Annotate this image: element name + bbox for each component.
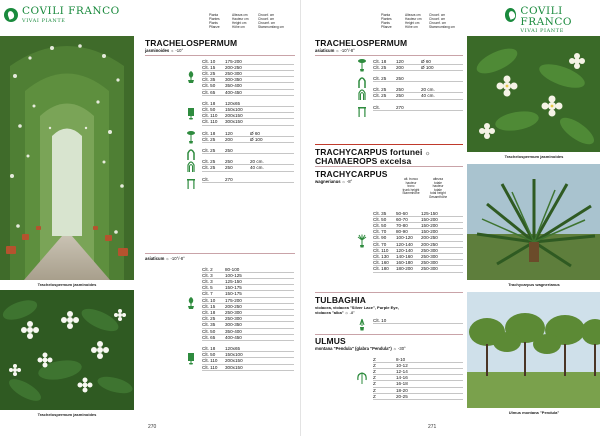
jasmine-closeup-photo: [467, 36, 600, 152]
table-cell: Clt. 35: [202, 77, 216, 83]
hardiness-icon: ☼: [170, 48, 175, 53]
header-legend: Pianta Plantes Plants Pflanze: [209, 13, 220, 29]
table-cell: Clt. 25: [202, 159, 216, 165]
pot-plant-icon: [186, 70, 196, 89]
column-head-trunk: alt. tronco hauteur tronc trunk height Stammhöhe: [402, 177, 420, 196]
table-cell: Z: [373, 381, 376, 387]
table-cell: 300-350: [225, 322, 242, 328]
table-cell: 175-200: [225, 297, 242, 303]
table-cell: Clt. 110: [373, 247, 389, 253]
row-divider: [202, 340, 294, 341]
row-divider: [202, 142, 294, 143]
table-cell: 100-125: [225, 272, 242, 278]
table-cell: Clt. 70: [373, 229, 387, 235]
table-cell: 250: [225, 147, 233, 153]
row-divider: [373, 99, 463, 100]
table-cell: 180-200: [396, 266, 413, 272]
photo-caption-middle: Trachycarpus wagnerianus: [508, 282, 560, 287]
section-title-trachycarpus-fortunei: TRACHYCARPUS fortunei ☼: [315, 147, 431, 157]
table-cell: 150-175: [225, 291, 242, 297]
table-cell: 200x150: [225, 358, 243, 364]
section-rule: [315, 55, 463, 56]
table-cell: 18-20: [396, 387, 408, 393]
table-cell: 150-200: [421, 229, 438, 235]
table-cell: Clt. 25: [373, 93, 387, 99]
table-cell: Z: [373, 356, 376, 362]
table-cell: Clt. 3: [202, 272, 213, 278]
table-cell: Clt. 50: [373, 222, 387, 228]
table-cell: 125-150: [421, 210, 438, 216]
table-cell: 150x100: [225, 106, 243, 112]
table-cell: Clt. 2: [202, 266, 213, 272]
page-number: 271: [428, 424, 437, 430]
hardiness-icon: ☼: [165, 256, 170, 261]
table-cell: 14-16: [396, 375, 408, 381]
column-head-total: altezza totale hauteur totale total height Gesamthöhe: [428, 177, 448, 199]
section-rule: [315, 334, 463, 335]
brand-name: COVILI FRANCO: [22, 5, 120, 17]
table-cell: Clt. 160: [373, 260, 389, 266]
hardiness-icon: ☼: [344, 310, 349, 315]
table-cell: Ø 60: [421, 58, 431, 64]
section-title-tulbaghia: TULBAGHIA: [315, 295, 366, 305]
table-cell: 250-300: [421, 266, 438, 272]
table-cell: 20 cm.: [250, 159, 264, 165]
table-cell: 60-70: [396, 216, 408, 222]
table-cell: 300x150: [225, 119, 243, 125]
brand-tagline: VIVAI PIANTE: [520, 28, 564, 34]
table-cell: Clt. 10: [202, 297, 216, 303]
palm-icon: [357, 234, 367, 253]
row-divider: [373, 323, 463, 324]
table-cell: 140-160: [396, 253, 413, 259]
section-subtitle: jasminoides ☼ -10°: [145, 48, 184, 53]
header-legend-circumference: Circonf. cm Circonf. cm Circumf. cm Stammumfang cm: [258, 13, 284, 29]
product-table: [373, 58, 463, 138]
row-divider: [202, 171, 294, 172]
table-cell: 40 cm.: [250, 165, 264, 171]
tulbaghia-desc: violacea, violacea "Silver Lace", Purple Eye,: [315, 305, 399, 310]
table-cell: 250: [396, 75, 404, 81]
section-rule: [315, 166, 463, 167]
table-cell: Clt. 50: [202, 328, 216, 334]
table-cell: Clt. 18: [202, 345, 216, 351]
brand-logo: [505, 6, 600, 34]
table-cell: Clt. 7: [202, 291, 213, 297]
section-subtitle: wagnerianus ☼ -8°: [315, 179, 353, 184]
table-cell: Clt. 25: [202, 165, 216, 171]
photo-caption-top: Trachelospermum jasminoides: [504, 154, 564, 159]
table-cell: 350-400: [225, 83, 242, 89]
table-cell: 350-400: [225, 328, 242, 334]
table-cell: 250-300: [225, 70, 242, 76]
table-cell: 400-450: [225, 89, 242, 95]
table-cell: Clt. 18: [202, 309, 216, 315]
table-cell: Z: [373, 368, 376, 374]
hardiness-icon: ☼: [335, 48, 340, 53]
table-cell: Clt. 25: [373, 87, 387, 93]
table-cell: Clt. 180: [373, 266, 389, 272]
table-cell: Clt. 110: [202, 358, 218, 364]
table-cell: 70-80: [396, 222, 408, 228]
tulbaghia-desc-2: violacea "alba" ☼ -8°: [315, 310, 355, 315]
table-cell: 400-450: [225, 334, 242, 340]
table-cell: Clt. 25: [202, 136, 216, 142]
table-cell: 120x65: [225, 100, 241, 106]
table-cell: Clt. 25: [373, 64, 387, 70]
header-legend: Pianta Plantes Plants Pflanze: [381, 13, 392, 29]
table-cell: 100-120: [396, 235, 413, 241]
brand-tagline: VIVAI PIANTE: [22, 17, 66, 24]
table-cell: Z: [373, 362, 376, 368]
page-number: 270: [148, 424, 157, 430]
section-rule-red: [315, 144, 463, 145]
brand-name: COVILI FRANCO: [520, 5, 573, 28]
table-cell: Clt. 15: [202, 303, 216, 309]
table-cell: Clt. 25: [202, 70, 216, 76]
table-cell: 250-300: [225, 309, 242, 315]
row-divider: [202, 182, 294, 183]
table-cell: Ø 60: [250, 130, 260, 136]
table-cell: 200: [396, 64, 404, 70]
row-divider: [202, 125, 294, 126]
pot-plant-icon: [186, 296, 196, 315]
table-cell: Clt. 18: [202, 130, 216, 136]
section-title: TRACHELOSPERMUM: [145, 38, 238, 48]
hardiness-icon: ☼: [392, 346, 397, 351]
table-cell: 125-150: [225, 278, 242, 284]
table-cell: Clt. 110: [202, 364, 218, 370]
table-cell: 200-250: [225, 303, 242, 309]
table-cell: Clt. 65: [202, 89, 216, 95]
table-cell: 250-300: [225, 316, 242, 322]
table-cell: 300-350: [225, 77, 242, 83]
table-cell: Clt. 18: [373, 58, 387, 64]
pergola-icon: [357, 104, 367, 123]
table-cell: 270: [225, 176, 233, 182]
table-cell: Clt. 35: [373, 210, 387, 216]
table-cell: Ø 100: [250, 136, 263, 142]
row-divider: [202, 370, 294, 371]
header-legend-circumference: Circonf. cm Circonf. cm Circumf. cm Stammumfang cm: [429, 13, 455, 29]
table-cell: 200-250: [225, 64, 242, 70]
table-cell: 12-14: [396, 368, 408, 374]
row-divider: [373, 81, 463, 82]
table-cell: 80-100: [225, 266, 240, 272]
photo-caption-top: Trachelospermum jasminoides: [37, 282, 97, 287]
espalier-icon: [186, 351, 196, 370]
section-rule: [145, 55, 295, 56]
table-cell: Clt. 25: [202, 147, 216, 153]
table-cell: 250-300: [421, 247, 438, 253]
palm-photo: [467, 164, 600, 280]
product-table-2: [202, 266, 294, 416]
header-legend-height: Altezza cm Hauteur cm Height cm Höhe cm: [405, 13, 422, 29]
table-cell: 270: [396, 104, 404, 110]
photo-caption-bottom: Ulmus montana "Pendula": [508, 410, 560, 415]
table-cell: 20-25: [396, 393, 408, 399]
trachycarpus-table: [373, 210, 463, 274]
brand-logo: [4, 6, 120, 24]
jasmine-flowers-photo: [0, 290, 134, 410]
table-cell: 300x150: [225, 364, 243, 370]
table-cell: Clt. 50: [202, 352, 216, 358]
table-cell: Clt. 5: [202, 285, 213, 291]
table-cell: 80-90: [396, 229, 408, 235]
table-cell: Z: [373, 393, 376, 399]
row-divider: [373, 110, 463, 111]
section-title-trachycarpus: TRACHYCARPUS: [315, 169, 388, 179]
table-cell: 120: [225, 130, 233, 136]
table-cell: Clt. 65: [202, 334, 216, 340]
table-cell: 120x65: [225, 345, 241, 351]
espalier-icon: [186, 106, 196, 125]
table-cell: 20 cm.: [421, 87, 435, 93]
table-cell: 8-10: [396, 356, 406, 362]
table-cell: 250-300: [421, 260, 438, 266]
table-cell: 250-300: [421, 253, 438, 259]
table-cell: 200-250: [421, 241, 438, 247]
table-cell: Ø 100: [421, 64, 434, 70]
table-cell: 200x150: [225, 113, 243, 119]
section-title: TRACHELOSPERMUM: [315, 38, 408, 48]
table-cell: Clt. 50: [202, 106, 216, 112]
row-divider: [202, 153, 294, 154]
row-divider: [373, 70, 463, 71]
table-cell: Clt. 15: [202, 64, 216, 70]
table-cell: 16-18: [396, 381, 408, 387]
standard-tree-icon: [186, 130, 196, 149]
table-cell: Clt. 3: [202, 278, 213, 284]
table-cell: 200: [225, 136, 233, 142]
table-cell: Clt. 25: [202, 316, 216, 322]
table-cell: Clt.: [202, 176, 209, 182]
table-cell: Clt. 130: [373, 253, 389, 259]
table-cell: 200-250: [421, 235, 438, 241]
section-rule: [315, 292, 463, 293]
table-cell: Clt.: [373, 104, 380, 110]
table-cell: Clt. 25: [373, 75, 387, 81]
table-cell: 250: [396, 87, 404, 93]
pergola-icon: [186, 176, 196, 195]
ulmus-subtitle: montana "Pendula" (glabra "Pendula") ☼ -30°: [315, 346, 406, 351]
table-cell: 120: [396, 58, 404, 64]
table-cell: Clt. 110: [202, 119, 218, 125]
weeping-tree-icon: [357, 371, 367, 390]
table-cell: Clt. 10: [202, 58, 216, 64]
hardiness-icon: ☼: [341, 179, 346, 184]
leaf-logo-icon: [4, 8, 18, 22]
table-cell: 160-180: [396, 260, 413, 266]
leaf-logo-icon: [505, 8, 516, 22]
header-legend-height: Altezza cm Hauteur cm Height cm Höhe cm: [232, 13, 249, 29]
row-divider: [373, 399, 463, 400]
table-cell: Clt. 10: [373, 317, 387, 323]
double-arch-icon: [186, 159, 196, 178]
tunnel-photo: [0, 36, 134, 280]
table-cell: Clt. 110: [202, 113, 218, 119]
table-cell: 150-200: [421, 216, 438, 222]
row-divider: [202, 95, 294, 96]
table-cell: 150x100: [225, 352, 243, 358]
tulbaghia-table: [373, 317, 463, 329]
section-subtitle: asiaticum ☼ -10°/-8°: [315, 48, 355, 53]
table-cell: Z: [373, 375, 376, 381]
hardiness-icon: ☼: [424, 151, 431, 157]
section2-subtitle: asiaticum ☼ -10°/-8°: [145, 256, 185, 261]
table-cell: 50-60: [396, 210, 408, 216]
table-cell: 250: [396, 93, 404, 99]
table-cell: Z: [373, 387, 376, 393]
table-cell: 250: [225, 165, 233, 171]
standard-tree-icon: [357, 58, 367, 77]
table-cell: 150-200: [421, 222, 438, 228]
section-title-chamaerops: CHAMAEROPS excelsa: [315, 156, 412, 166]
ulmus-photo: [467, 292, 600, 408]
table-cell: Clt. 35: [202, 322, 216, 328]
table-cell: 10-12: [396, 362, 408, 368]
table-cell: 150-175: [225, 285, 242, 291]
table-cell: 175-200: [225, 58, 242, 64]
ulmus-table: [373, 356, 463, 414]
table-cell: Clt. 50: [202, 83, 216, 89]
double-arch-icon: [357, 87, 367, 106]
table-cell: Clt. 50: [373, 216, 387, 222]
product-table: [202, 58, 294, 248]
section-title-ulmus: ULMUS: [315, 336, 346, 346]
table-cell: 120-140: [396, 247, 413, 253]
table-cell: 250: [225, 159, 233, 165]
table-cell: 120-140: [396, 241, 413, 247]
table-cell: Clt. 18: [202, 100, 216, 106]
table-cell: Clt. 70: [373, 241, 387, 247]
row-divider: [373, 272, 463, 273]
photo-caption-bottom: Trachelospermum jasminoides: [37, 412, 97, 417]
section-rule-2: [145, 253, 295, 254]
table-cell: Clt. 90: [373, 235, 387, 241]
table-cell: 40 cm.: [421, 93, 435, 99]
right-page: [300, 0, 600, 436]
